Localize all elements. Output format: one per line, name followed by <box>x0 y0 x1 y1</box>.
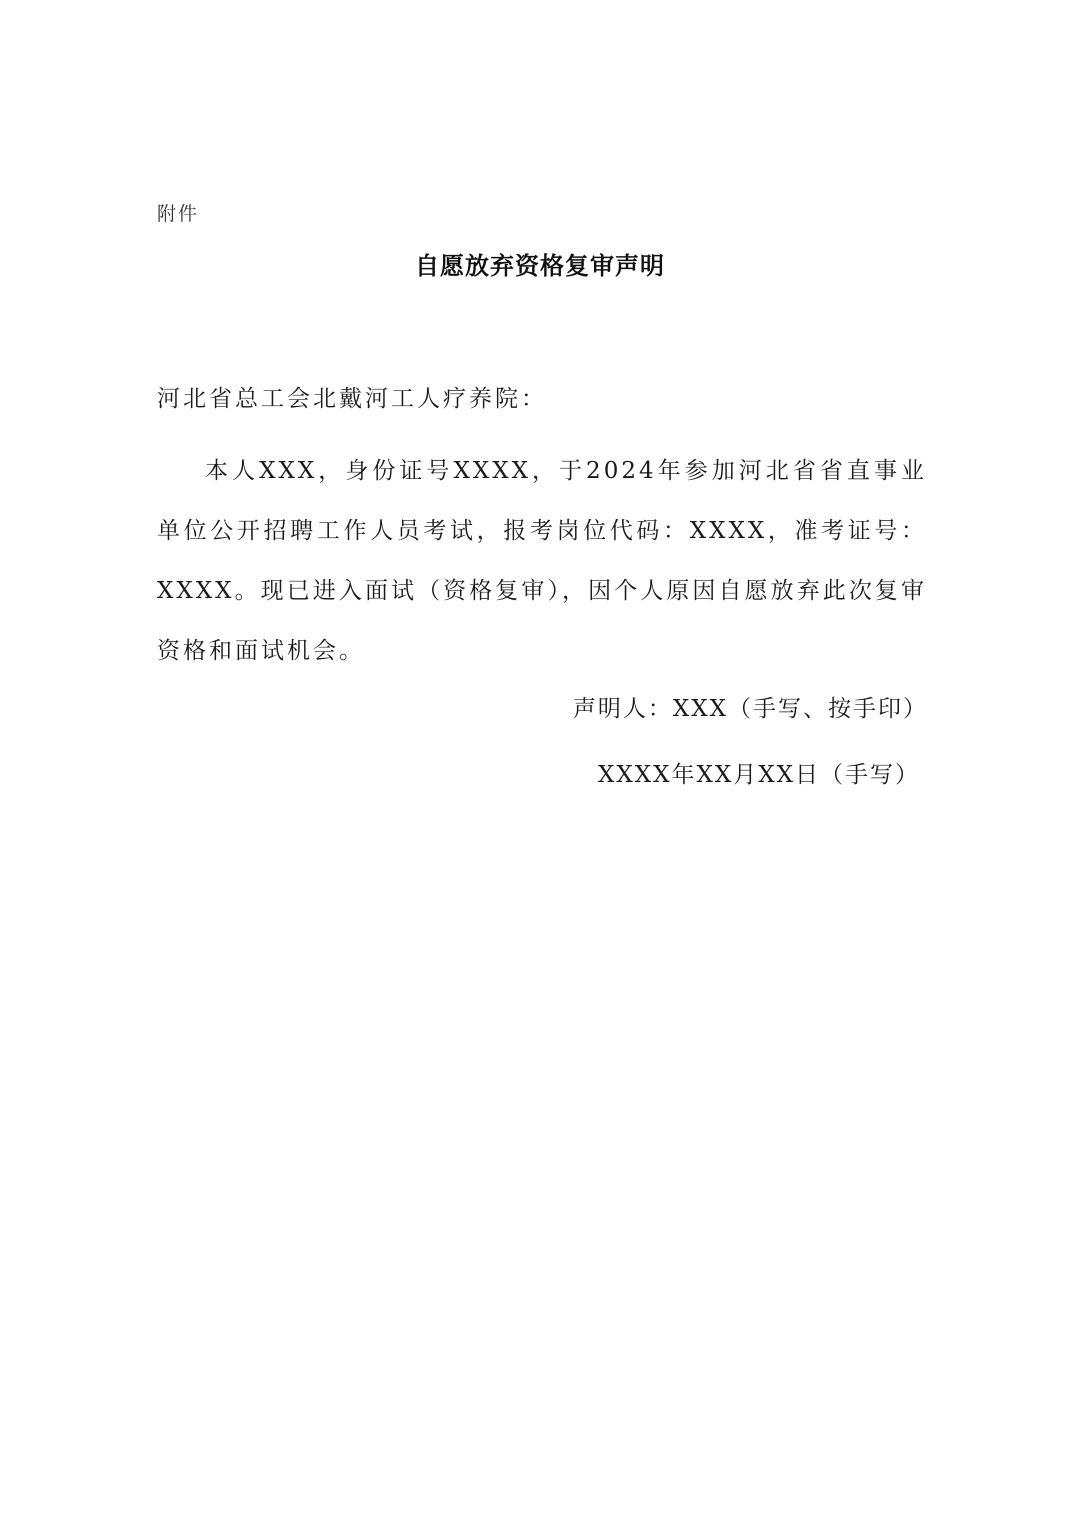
statement-body: 本人XXX，身份证号XXXX，于2024年参加河北省省直事业单位公开招聘工作人员考试，报考岗位代码：XXXX，准考证号：XXXX。现已进入面试（资格复审），因个人原因自愿放弃此次复审资格和面试机会。 <box>157 458 927 664</box>
signature-line: 声明人：XXX（手写、按手印） <box>572 696 928 722</box>
document-title: 自愿放弃资格复审声明 <box>415 252 665 280</box>
date-line: XXXX年XX月XX日（手写） <box>598 762 920 788</box>
addressee-line: 河北省总工会北戴河工人疗养院： <box>157 386 547 412</box>
attachment-label: 附件 <box>157 203 200 225</box>
